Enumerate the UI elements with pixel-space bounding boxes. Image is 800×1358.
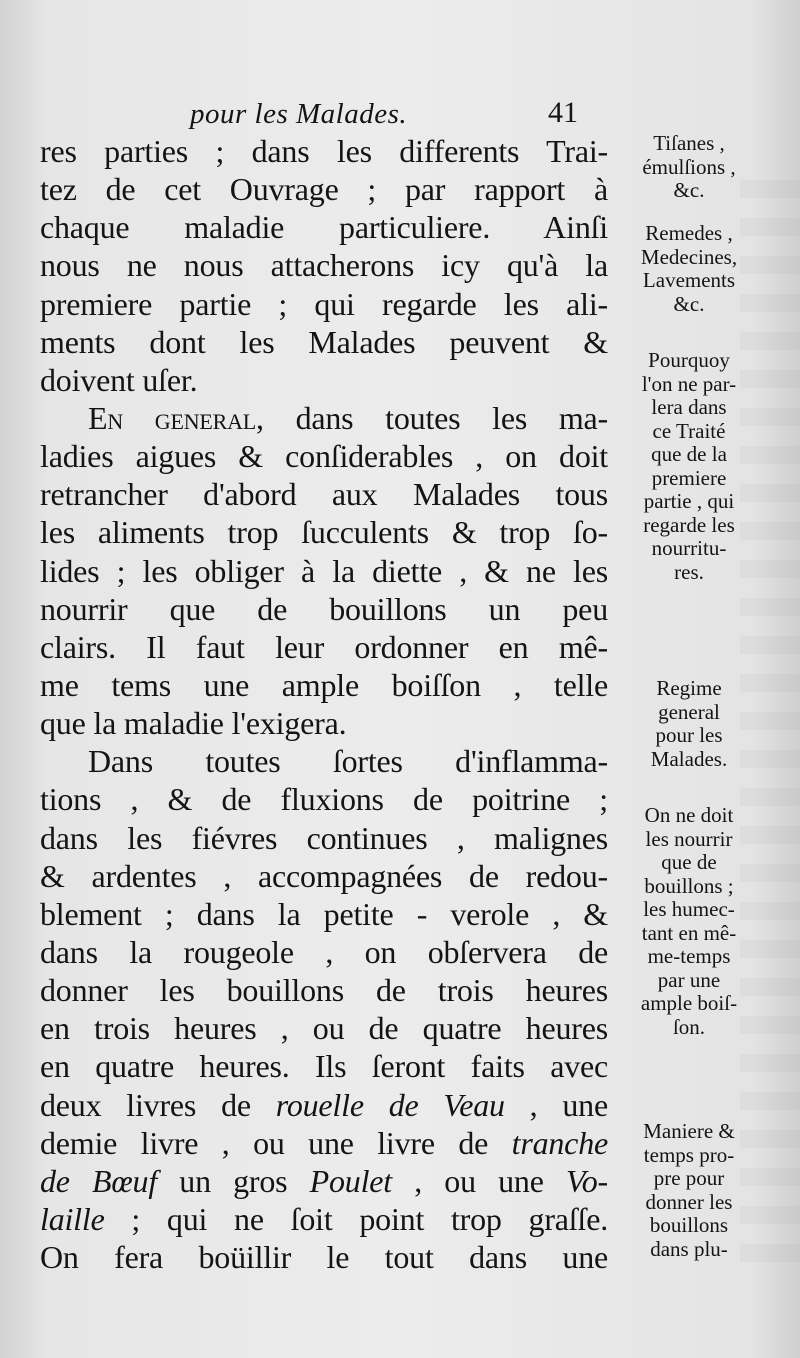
margin-note: [610, 1120, 768, 1261]
text-span: donner les bouillons de trois heures: [40, 972, 608, 1009]
text-span: nous ne nous attacherons icy qu'à la: [40, 247, 608, 284]
text-line: [40, 819, 608, 857]
margin-note-line: les humec-: [643, 897, 735, 921]
italic-term: laille: [40, 1200, 105, 1237]
margin-note: [610, 677, 768, 771]
text-line: [40, 513, 608, 551]
text-line: [40, 895, 608, 933]
text-span: tez de cet Ouvrage ; par rapport à: [40, 171, 608, 208]
text-line: [40, 1047, 608, 1085]
margin-note-line: par une: [657, 967, 721, 992]
margin-note-line: donner les: [645, 1189, 733, 1214]
text-line: [40, 780, 608, 818]
margin-note-line: bouillons: [649, 1213, 729, 1237]
margin-note-line: bouillons ;: [644, 873, 734, 898]
margin-note-line: lera dans: [651, 395, 727, 419]
text-line: [40, 628, 608, 666]
text-span: res parties ; dans les differents Trai-: [40, 133, 608, 169]
margin-note-line: ſon.: [672, 1014, 706, 1039]
margin-note-line: Malades.: [650, 746, 728, 771]
italic-term: rouelle de Veau: [275, 1086, 505, 1123]
margin-note-line: res.: [674, 559, 704, 584]
text-span: , ou une: [392, 1162, 566, 1199]
text-line: [40, 590, 608, 628]
text-line: [40, 361, 608, 399]
margin-note: [610, 222, 768, 316]
text-span: blement ; dans la petite - verole , &: [40, 895, 608, 932]
text-span: en quatre heures. Ils ſeront faits avec: [40, 1048, 608, 1085]
text-line: [40, 208, 608, 246]
text-line: [40, 437, 608, 475]
text-span: Dans toutes ſortes d'inflamma-: [88, 743, 608, 780]
text-span: clairs. Il faut leur ordonner en mê-: [40, 628, 608, 665]
text-line: [40, 666, 608, 704]
text-line: [40, 475, 608, 513]
margin-note-line: ample boiſ-: [640, 991, 738, 1015]
text-line: [40, 170, 608, 208]
text-line: [40, 1086, 608, 1124]
text-span: , une: [504, 1086, 608, 1123]
text-line: [40, 1009, 608, 1047]
text-line: [40, 1238, 608, 1276]
text-line: [40, 1200, 608, 1238]
margin-note-line: general: [658, 699, 720, 724]
margin-note-line: Remedes ,: [645, 221, 733, 245]
margin-note-line: pre pour: [653, 1166, 725, 1190]
margin-note-line: partie , qui: [643, 489, 735, 513]
paragraph-start-line: [40, 399, 608, 437]
margin-note-line: &c.: [673, 291, 705, 316]
margin-note-line: &c.: [673, 178, 705, 202]
text-span: nourrir que de bouillons un peu: [40, 590, 608, 627]
text-line: [40, 857, 608, 895]
text-line: [40, 971, 608, 1009]
italic-term: Vo-: [565, 1162, 609, 1199]
text-span: , dans toutes les ma-: [256, 399, 608, 436]
text-span: un gros: [157, 1162, 310, 1199]
text-line: [40, 323, 608, 361]
margin-note-line: que de: [661, 850, 717, 874]
text-span: doivent uſer.: [40, 361, 198, 398]
margin-note-line: On ne doit: [644, 803, 734, 827]
small-caps-lead: En general: [88, 399, 257, 436]
margin-note-line: les nourrir: [645, 826, 733, 851]
margin-note-line: tant en mê-: [641, 920, 737, 945]
margin-note-line: émulſions ,: [642, 154, 736, 179]
margin-note-line: ce Traité: [652, 418, 726, 443]
text-line: [40, 704, 608, 742]
text-span: & ardentes , accompagnées de redou-: [40, 857, 608, 894]
text-line: [40, 1124, 608, 1162]
text-span: lides ; les obliger à la diette , & ne les: [40, 552, 608, 589]
margin-note-line: que de la: [651, 442, 727, 466]
margin-note-line: Maniere &: [643, 1119, 735, 1143]
running-header-title: pour les Malades.: [190, 98, 408, 130]
margin-note-line: Regime: [656, 676, 722, 700]
margin-note-line: temps pro-: [643, 1142, 735, 1167]
body-text: [40, 132, 608, 1276]
text-line: [40, 132, 608, 170]
margin-note-line: premiere: [651, 465, 727, 490]
text-span: dans les fiévres continues , malignes: [40, 819, 608, 856]
margin-note-line: me-temps: [647, 944, 731, 968]
italic-term: de Bœuf: [40, 1162, 158, 1199]
margin-note-line: dans plu-: [650, 1236, 728, 1261]
margin-note-line: Pourquoy: [648, 348, 730, 372]
margin-note-line: l'on ne par-: [641, 371, 737, 396]
margin-note: [610, 349, 768, 584]
italic-term: Poulet: [309, 1162, 392, 1199]
margin-note-line: Tiſanes ,: [653, 131, 725, 155]
text-span: ladies aigues & conſiderables , on doit: [40, 438, 608, 475]
margin-note: [610, 132, 768, 203]
text-span: deux livres de: [40, 1086, 276, 1123]
italic-term: tranche: [511, 1124, 608, 1161]
text-span: me tems une ample boiſſon , telle: [40, 666, 608, 703]
text-span: premiere partie ; qui regarde les ali-: [40, 285, 608, 322]
text-span: chaque maladie particuliere. Ainſi: [40, 209, 608, 246]
text-line: [40, 1162, 608, 1200]
page-number: 41: [548, 96, 578, 129]
text-span: tions , & de fluxions de poitrine ;: [40, 781, 608, 818]
margin-note-line: regarde les: [643, 512, 735, 537]
margin-note-line: Medecines,: [640, 244, 738, 269]
text-span: ments dont les Malades peuvent &: [40, 323, 608, 360]
text-line: [40, 933, 608, 971]
margin-note-line: pour les: [655, 723, 723, 747]
margin-note-line: Lavements: [642, 268, 736, 292]
text-span: dans la rougeole , on obſervera de: [40, 933, 608, 970]
text-span: les aliments trop ſucculents & trop ſo-: [40, 514, 608, 551]
text-line: [40, 552, 608, 590]
text-line: [40, 285, 608, 323]
text-span: ; qui ne ſoit point trop graſſe.: [104, 1200, 608, 1237]
text-span: retrancher d'abord aux Malades tous: [40, 476, 608, 513]
text-span: que la maladie l'exigera.: [40, 705, 347, 742]
text-span: On fera boüillir le tout dans une: [40, 1239, 608, 1276]
paragraph-start-line: [40, 742, 608, 780]
margin-note-line: nourritu-: [651, 536, 727, 560]
text-span: en trois heures , ou de quatre heures: [40, 1010, 608, 1047]
margin-note: [610, 804, 768, 1039]
text-line: [40, 246, 608, 284]
text-span: demie livre , ou une livre de: [40, 1124, 512, 1161]
